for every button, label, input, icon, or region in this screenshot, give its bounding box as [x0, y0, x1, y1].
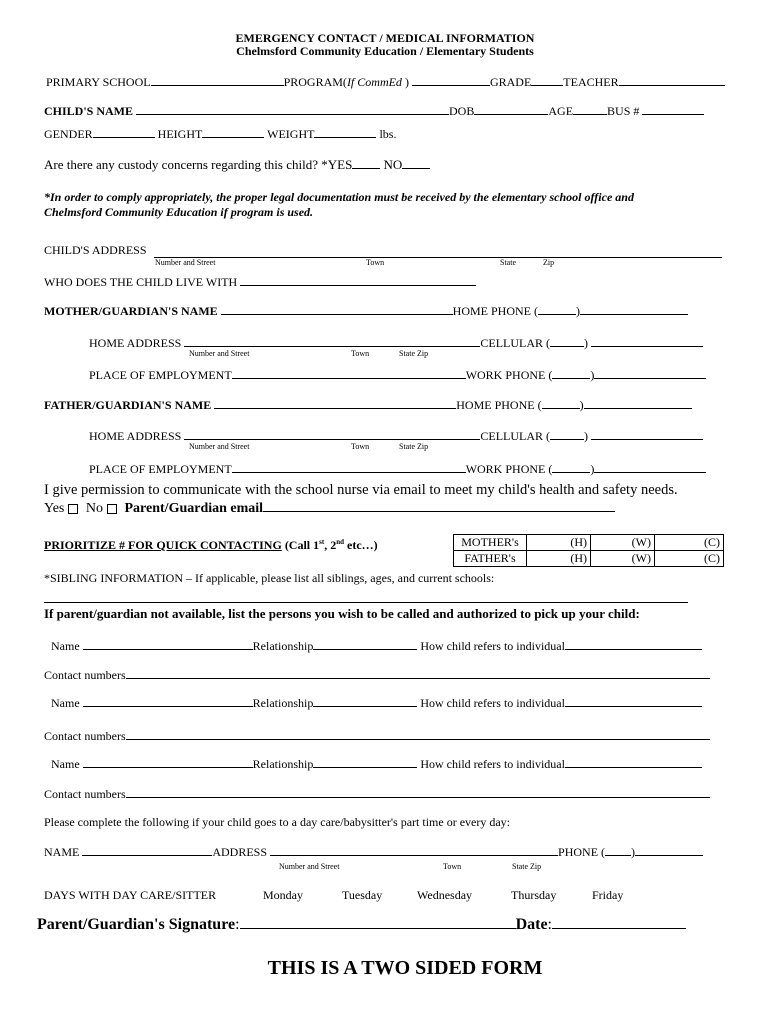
custody-no-label: NO: [383, 157, 403, 172]
date-label: Date: [515, 916, 548, 933]
contact-2-numbers-row: Contact numbers: [44, 727, 710, 744]
primary-school-field[interactable]: [151, 73, 284, 86]
father-name-label: FATHER/GUARDIAN'S NAME: [44, 398, 212, 412]
day-thursday[interactable]: Thursday: [511, 888, 557, 902]
email-field[interactable]: [263, 499, 615, 512]
form-subtitle: Chelmsford Community Education / Elementary Students: [236, 44, 534, 58]
signature-row: Parent/Guardian's Signature: Date:: [37, 913, 686, 934]
mother-work-area[interactable]: [552, 366, 590, 379]
daycare-name-field[interactable]: [82, 843, 212, 856]
dob-label: DOB: [449, 104, 475, 118]
lives-with-label: WHO DOES THE CHILD LIVE WITH: [44, 275, 238, 289]
age-label: AGE: [548, 104, 574, 118]
bus-field[interactable]: [642, 102, 704, 115]
father-cell-field[interactable]: [591, 427, 703, 440]
lives-with-row: [44, 273, 476, 290]
priority-table: [453, 534, 724, 567]
mother-address-row: HOME ADDRESS CELLULAR ( ): [89, 334, 703, 351]
signature-label: Parent/Guardian's Signature: [37, 916, 236, 933]
mother-name-label: MOTHER/GUARDIAN'S NAME: [44, 304, 218, 318]
row-school-program: PRIMARY SCHOOL PROGRAM(If CommEd ) GRADE TEACHER: [46, 73, 725, 90]
address-state-caption: State: [500, 258, 516, 267]
grade-label: GRADE: [489, 75, 532, 89]
father-address-field[interactable]: [184, 427, 480, 440]
mother-home-phone-area[interactable]: [538, 302, 576, 315]
mother-employment-row: PLACE OF EMPLOYMENT WORK PHONE ( ): [89, 366, 706, 383]
permission-yes-checkbox[interactable]: [68, 504, 78, 514]
grade-field[interactable]: [531, 73, 563, 86]
mother-employment-label: PLACE OF EMPLOYMENT: [89, 368, 232, 382]
daycare-phone-area[interactable]: [605, 843, 631, 856]
gender-label: GENDER: [44, 127, 93, 141]
day-monday[interactable]: Monday: [263, 888, 303, 902]
custody-yes-field[interactable]: [352, 156, 380, 169]
mother-home-phone-field[interactable]: [580, 302, 688, 315]
row-physical: [44, 125, 396, 142]
custody-no-field[interactable]: [402, 156, 430, 169]
age-field[interactable]: [573, 102, 607, 115]
father-address-label: HOME ADDRESS: [89, 429, 182, 443]
mother-name-field[interactable]: [221, 302, 453, 315]
child-address-field[interactable]: [154, 257, 722, 258]
contact-2-refers-field[interactable]: [565, 694, 702, 707]
address-town-caption: Town: [366, 258, 385, 267]
program-note: If CommEd: [346, 75, 402, 89]
permission-yes-label: Yes: [44, 501, 65, 516]
legal-note: *In order to comply appropriately, the proper legal documentation must be received by the elementary school office and Chelmsford Community Education if program is used.: [44, 190, 634, 219]
permission-no-checkbox[interactable]: [107, 504, 117, 514]
contact-3-relationship-field[interactable]: [313, 755, 417, 768]
contact-1-numbers-row: Contact numbers: [44, 666, 710, 683]
contact-3-name-field[interactable]: [83, 755, 253, 768]
father-employment-row: PLACE OF EMPLOYMENT WORK PHONE ( ): [89, 460, 706, 477]
mother-cell-field[interactable]: [591, 334, 703, 347]
contact-3-numbers-field[interactable]: [126, 785, 710, 798]
permission-row: [44, 499, 615, 517]
contact-1-refers-field[interactable]: [565, 637, 702, 650]
row-child: [44, 102, 704, 119]
contact-2-row: Name Relationship How child refers to individual: [51, 694, 702, 711]
contact-1-name-field[interactable]: [83, 637, 253, 650]
day-friday[interactable]: Friday: [592, 888, 624, 902]
sibling-info-field[interactable]: [44, 602, 688, 603]
mother-work-field[interactable]: [594, 366, 706, 379]
father-cellular-label: CELLULAR: [480, 429, 544, 443]
permission-text: I give permission to communicate with the school nurse via email to meet my child's health and safety needs.: [44, 482, 678, 498]
mother-address-field[interactable]: [184, 334, 480, 347]
father-work-field[interactable]: [594, 460, 706, 473]
form-title: EMERGENCY CONTACT / MEDICAL INFORMATION: [235, 31, 535, 45]
custody-question: Are there any custody concerns regarding this child?: [44, 157, 318, 172]
days-label: DAYS WITH DAY CARE/SITTER: [44, 888, 217, 902]
father-home-phone-area[interactable]: [542, 396, 580, 409]
prioritize-row: PRIORITIZE # FOR QUICK CONTACTING (Call 1st, 2nd etc…): [44, 538, 378, 552]
weight-field[interactable]: [314, 125, 376, 138]
father-work-phone-label: WORK PHONE (: [465, 462, 553, 476]
child-name-field[interactable]: [136, 102, 449, 115]
contact-3-row: Name Relationship How child refers to individual: [51, 755, 702, 772]
custody-row: [44, 156, 430, 173]
custody-yes-label: *YES: [321, 157, 353, 172]
father-employment-field[interactable]: [232, 460, 466, 473]
mother-home-phone-label: HOME PHONE (: [452, 304, 539, 318]
height-field[interactable]: [202, 125, 264, 138]
date-field[interactable]: [552, 913, 686, 929]
contact-1-row: Name Relationship How child refers to individual: [51, 637, 702, 654]
contact-3-numbers-row: Contact numbers: [44, 785, 710, 802]
pickup-header: If parent/guardian not available, list the persons you wish to be called and authorized to pick up your child:: [44, 606, 640, 621]
email-label: Parent/Guardian email: [124, 501, 264, 516]
mother-cell-area[interactable]: [550, 334, 584, 347]
child-address-label: CHILD'S ADDRESS: [44, 243, 147, 257]
mother-employment-field[interactable]: [232, 366, 466, 379]
program-field[interactable]: [412, 73, 490, 86]
teacher-label: TEACHER: [563, 75, 619, 89]
daycare-address-field[interactable]: [270, 843, 558, 856]
father-name-row: FATHER/GUARDIAN'S NAME HOME PHONE ( ): [44, 396, 692, 413]
weight-label: WEIGHT: [267, 127, 315, 141]
father-employment-label: PLACE OF EMPLOYMENT: [89, 462, 232, 476]
contact-2-numbers-field[interactable]: [126, 727, 710, 740]
program-label: PROGRAM(: [283, 75, 347, 89]
address-zip-caption: Zip: [543, 258, 555, 267]
prioritize-label: PRIORITIZE # FOR QUICK CONTACTING: [44, 538, 282, 552]
father-home-phone-label: HOME PHONE (: [456, 398, 542, 412]
bus-label: BUS #: [607, 104, 640, 118]
sibling-info-label: *SIBLING INFORMATION – If applicable, please list all siblings, ages, and current schools:: [44, 571, 495, 585]
contact-3-refers-field[interactable]: [565, 755, 702, 768]
child-name-label: CHILD'S NAME: [44, 104, 134, 118]
day-wednesday[interactable]: Wednesday: [417, 888, 473, 902]
two-sided-notice: THIS IS A TWO SIDED FORM: [267, 957, 543, 979]
father-name-field[interactable]: [214, 396, 456, 409]
day-tuesday[interactable]: Tuesday: [342, 888, 383, 902]
daycare-intro: Please complete the following if your child goes to a day care/babysitter's part time or every day:: [44, 815, 511, 829]
dob-field[interactable]: [474, 102, 548, 115]
mother-cellular-label: CELLULAR: [480, 336, 544, 350]
contact-1-numbers-field[interactable]: [126, 666, 710, 679]
table-row: MOTHER's (H) (W) (C): [454, 535, 724, 551]
signature-field[interactable]: [240, 913, 516, 929]
height-label: HEIGHT: [157, 127, 203, 141]
father-home-phone-field[interactable]: [584, 396, 692, 409]
gender-field[interactable]: [93, 125, 155, 138]
contact-2-relationship-field[interactable]: [313, 694, 417, 707]
contact-2-name-field[interactable]: [83, 694, 253, 707]
contact-1-relationship-field[interactable]: [313, 637, 417, 650]
lbs-label: lbs.: [379, 127, 397, 141]
teacher-field[interactable]: [619, 73, 725, 86]
lives-with-field[interactable]: [240, 273, 476, 286]
daycare-row: NAME ADDRESS PHONE ( ): [44, 843, 703, 860]
permission-no-label: No: [85, 501, 103, 516]
daycare-phone-field[interactable]: [635, 843, 703, 856]
address-street-caption: Number and Street: [155, 258, 216, 267]
father-work-area[interactable]: [552, 460, 590, 473]
father-cell-area[interactable]: [550, 427, 584, 440]
mother-address-label: HOME ADDRESS: [89, 336, 182, 350]
mother-name-row: MOTHER/GUARDIAN'S NAME HOME PHONE ( ): [44, 302, 688, 319]
table-row: FATHER's (H) (W) (C): [454, 551, 724, 567]
father-address-row: HOME ADDRESS CELLULAR ( ): [89, 427, 703, 444]
primary-school-label: PRIMARY SCHOOL: [46, 75, 151, 89]
mother-work-phone-label: WORK PHONE (: [465, 368, 553, 382]
